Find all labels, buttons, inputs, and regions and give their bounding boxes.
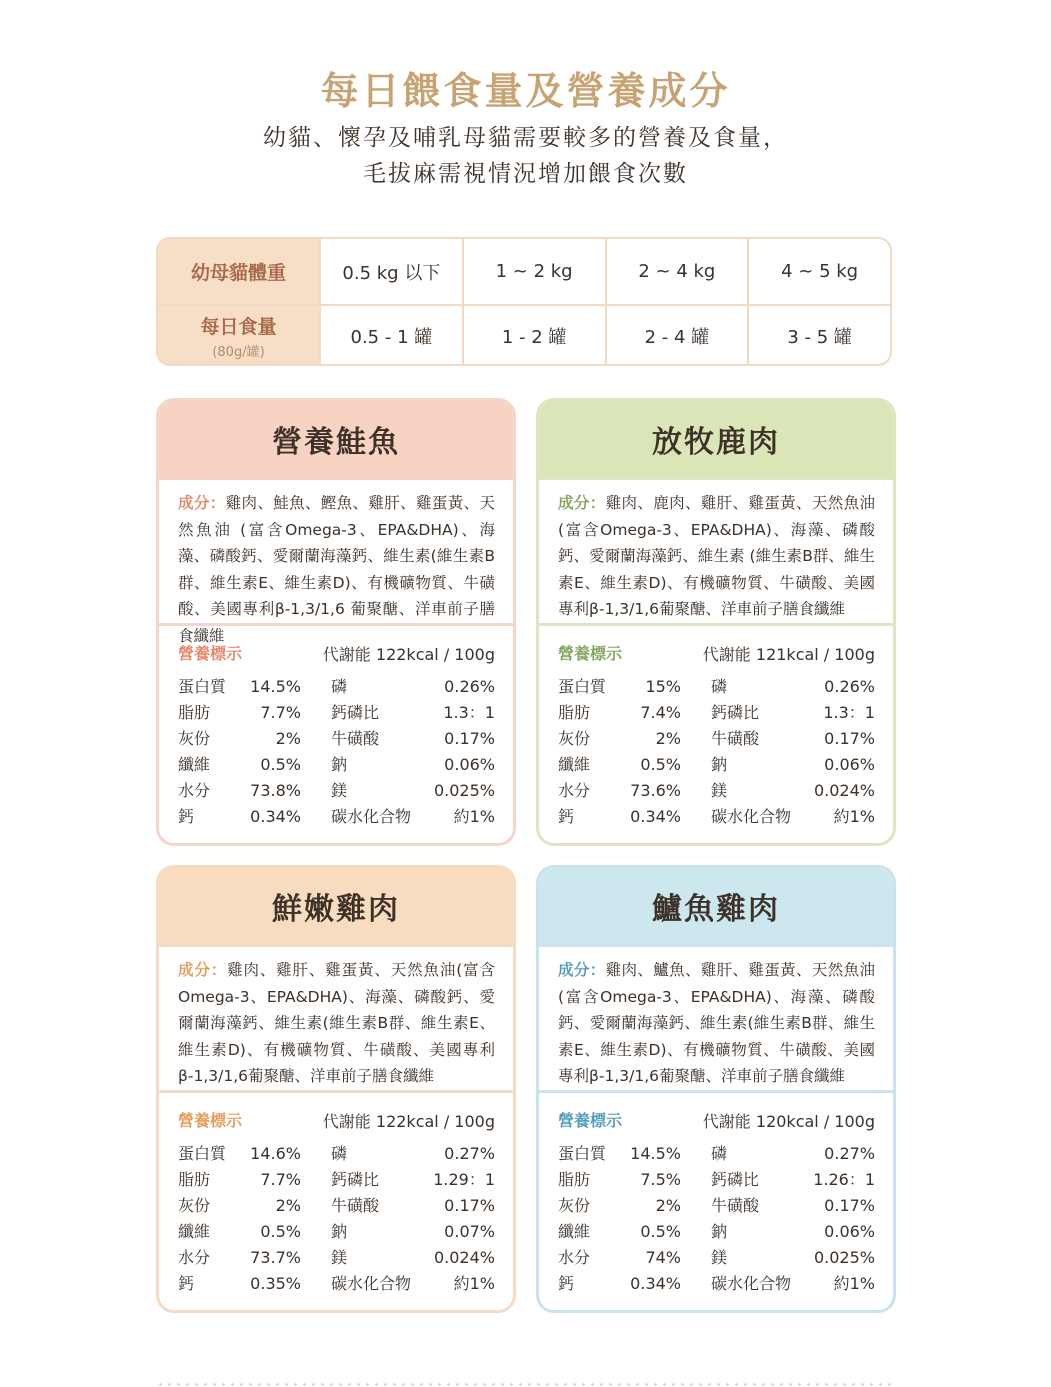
nutrient-name: 脂肪 — [558, 703, 591, 722]
nutrient-value: 約1% — [453, 1274, 495, 1293]
nutrient-name: 蛋白質 — [178, 677, 227, 696]
amount-cell: 0.5 - 1 罐 — [321, 306, 464, 366]
nutrient-value: 1.26：1 — [813, 1170, 875, 1189]
nutrient-name: 鈣磷比 — [711, 1170, 760, 1189]
nutrition-row — [558, 1245, 875, 1271]
nutrient-name: 蛋白質 — [558, 677, 607, 696]
nutrient-value: 0.06% — [444, 755, 495, 774]
amount-header — [158, 306, 321, 366]
nutrient-name: 鈉 — [331, 1222, 348, 1241]
feeding-amount-row — [158, 306, 890, 366]
nutrient-value: 0.025% — [813, 1248, 875, 1267]
energy-value: 代謝能 121kcal / 100g — [702, 645, 875, 664]
nutrient-value: 0.06% — [824, 755, 875, 774]
ingredients — [539, 947, 893, 1093]
nutrient-value: 0.26% — [824, 677, 875, 696]
nutrient-name: 磷 — [331, 677, 348, 696]
nutrient-value: 14.6% — [250, 1144, 301, 1163]
nutrient-name: 鈣 — [558, 1274, 575, 1293]
weight-header — [158, 239, 321, 304]
product-card-deer — [536, 398, 896, 846]
nutrition-row — [558, 1193, 875, 1219]
nutrient-value: 0.17% — [824, 1196, 875, 1215]
nutrient-value: 0.5% — [640, 755, 681, 774]
nutrient-name: 灰份 — [178, 729, 211, 748]
nutrition-row — [178, 778, 495, 804]
nutrient-value: 0.5% — [640, 1222, 681, 1241]
ingredients — [159, 947, 513, 1093]
nutrient-name: 水分 — [558, 781, 591, 800]
nutrient-name: 鈣 — [178, 807, 195, 826]
nutrient-value: 0.024% — [813, 781, 875, 800]
amount-cell: 3 - 5 罐 — [787, 327, 852, 348]
energy-value: 代謝能 122kcal / 100g — [322, 1112, 495, 1131]
nutrition-row — [178, 1271, 495, 1297]
nutrient-name: 磷 — [331, 1144, 348, 1163]
nutrient-name: 牛磺酸 — [711, 1196, 760, 1215]
nutrient-name: 纖維 — [558, 755, 591, 774]
card-title: 放牧鹿肉 — [539, 401, 893, 480]
ingredients-text: 雞肉、鹿肉、雞肝、雞蛋黃、天然魚油 (富含Omega-3、EPA&DHA)、海藻、磷酸鈣、愛爾蘭海藻鈣、維生素 (維生素B群、維生素E、維生素D)、有機礦物質、牛磺酸、美國專利β-1,3/1,6葡聚醣、洋車前子膳食纖維 — [558, 494, 875, 618]
nutrient-value: 2% — [655, 1196, 681, 1215]
nutrient-value: 14.5% — [630, 1144, 681, 1163]
feeding-table — [156, 237, 892, 366]
nutrient-name: 脂肪 — [178, 1170, 211, 1189]
product-card-perch — [536, 865, 896, 1313]
nutrient-value: 0.06% — [824, 1222, 875, 1241]
nutrient-name: 碳水化合物 — [331, 1274, 412, 1293]
nutrient-name: 鈣 — [558, 807, 575, 826]
nutrient-name: 鈉 — [711, 755, 728, 774]
nutrient-name: 鈉 — [711, 1222, 728, 1241]
ingredients-text: 雞肉、鮭魚、鰹魚、雞肝、雞蛋黃、天然魚油 (富含Omega-3、EPA&DHA)、海藻、磷酸鈣、愛爾蘭海藻鈣、維生素(維生素B群、維生素E、維生素D)、有機礦物質、牛磺酸、美國專利β-1,3/1,6 葡聚醣、洋車前子膳食纖維 — [178, 494, 495, 645]
card-title: 營養鮭魚 — [159, 401, 513, 480]
weight-header-label: 幼母貓體重 — [190, 262, 286, 284]
nutrient-name: 灰份 — [558, 1196, 591, 1215]
nutrition-row — [558, 804, 875, 830]
nutrient-name: 纖維 — [558, 1222, 591, 1241]
nutrient-value: 0.27% — [824, 1144, 875, 1163]
energy-value: 代謝能 122kcal / 100g — [322, 645, 495, 664]
nutrient-value: 0.5% — [260, 1222, 301, 1241]
nutrition-row — [178, 1193, 495, 1219]
nutrient-name: 水分 — [178, 781, 211, 800]
nutrient-value: 0.35% — [250, 1274, 301, 1293]
nutrient-value: 0.34% — [630, 1274, 681, 1293]
card-title: 鱸魚雞肉 — [539, 868, 893, 947]
nutrient-value: 0.024% — [433, 1248, 495, 1267]
nutrient-value: 0.5% — [260, 755, 301, 774]
card-title: 鮮嫩雞肉 — [159, 868, 513, 947]
weight-cell: 2 ~ 4 kg — [607, 239, 750, 304]
nutrient-name: 鎂 — [711, 1248, 728, 1267]
ingredients — [159, 480, 513, 645]
nutrient-value: 7.7% — [260, 703, 301, 722]
nutrient-name: 碳水化合物 — [711, 1274, 792, 1293]
nutrition-header — [178, 1093, 495, 1141]
nutrient-name: 牛磺酸 — [331, 729, 380, 748]
nutrition-facts — [539, 1093, 893, 1297]
energy-value: 代謝能 120kcal / 100g — [702, 1112, 875, 1131]
amount-cell: 2 - 4 罐 — [607, 306, 750, 366]
nutrition-header — [558, 1093, 875, 1141]
nutrition-label: 營養標示 — [558, 644, 623, 663]
nutrient-value: 1.29：1 — [433, 1170, 495, 1189]
nutrition-header — [558, 626, 875, 674]
nutrient-value: 15% — [645, 677, 681, 696]
ingredients-text: 雞肉、雞肝、雞蛋黃、天然魚油(富含Omega-3、EPA&DHA)、海藻、磷酸鈣、愛爾蘭海藻鈣、維生素(維生素B群、維生素E、維生素D)、有機礦物質、牛磺酸、美國專利β-1,3/1,6葡聚醣、洋車前子膳食纖維 — [178, 961, 495, 1085]
nutrient-name: 鎂 — [331, 1248, 348, 1267]
nutrition-facts — [159, 1093, 513, 1297]
nutrition-row — [178, 700, 495, 726]
nutrition-row — [558, 1271, 875, 1297]
nutrition-row — [558, 674, 875, 700]
nutrient-name: 碳水化合物 — [331, 807, 412, 826]
nutrient-name: 水分 — [558, 1248, 591, 1267]
subtitle-line: 毛拔麻需視情況增加餵食次數 — [363, 161, 688, 187]
ingredients-label: 成分： — [558, 961, 606, 979]
nutrient-value: 1.3：1 — [443, 703, 495, 722]
amount-header-label: 每日食量 — [200, 316, 277, 338]
nutrient-value: 7.4% — [640, 703, 681, 722]
nutrient-value: 2% — [655, 729, 681, 748]
page-subtitle — [0, 120, 1051, 192]
nutrient-name: 磷 — [711, 677, 728, 696]
nutrient-name: 鈣磷比 — [331, 1170, 380, 1189]
nutrition-label: 營養標示 — [178, 644, 243, 663]
nutrient-value: 0.26% — [444, 677, 495, 696]
nutrition-row — [558, 1219, 875, 1245]
nutrient-name: 灰份 — [558, 729, 591, 748]
nutrient-name: 水分 — [178, 1248, 211, 1267]
nutrient-value: 0.17% — [444, 729, 495, 748]
nutrient-value: 73.7% — [250, 1248, 301, 1267]
nutrient-name: 蛋白質 — [178, 1144, 227, 1163]
nutrient-value: 約1% — [833, 1274, 875, 1293]
nutrient-value: 0.17% — [824, 729, 875, 748]
amount-header-note: (80g/罐) — [212, 345, 265, 360]
nutrient-name: 纖維 — [178, 1222, 211, 1241]
nutrition-facts — [159, 626, 513, 830]
dotted-divider — [156, 1383, 896, 1386]
nutrient-name: 牛磺酸 — [711, 729, 760, 748]
nutrient-name: 鎂 — [711, 781, 728, 800]
nutrition-row — [178, 1219, 495, 1245]
page-title: 每日餵食量及營養成分 — [320, 69, 731, 113]
subtitle-line: 幼貓、懷孕及哺乳母貓需要較多的營養及食量， — [263, 125, 788, 151]
nutrient-name: 磷 — [711, 1144, 728, 1163]
product-card-chicken — [156, 865, 516, 1313]
nutrition-row — [178, 752, 495, 778]
ingredients-label: 成分： — [178, 961, 228, 979]
ingredients — [539, 480, 893, 626]
nutrient-value: 1.3：1 — [823, 703, 875, 722]
nutrient-value: 0.34% — [630, 807, 681, 826]
nutrient-name: 灰份 — [178, 1196, 211, 1215]
nutrient-value: 0.07% — [444, 1222, 495, 1241]
nutrient-name: 蛋白質 — [558, 1144, 607, 1163]
nutrient-name: 脂肪 — [558, 1170, 591, 1189]
nutrient-value: 14.5% — [250, 677, 301, 696]
nutrient-name: 纖維 — [178, 755, 211, 774]
nutrition-row — [558, 700, 875, 726]
nutrition-facts — [539, 626, 893, 830]
nutrient-value: 73.8% — [250, 781, 301, 800]
nutrition-header — [178, 626, 495, 674]
nutrition-row — [178, 1167, 495, 1193]
nutrient-name: 碳水化合物 — [711, 807, 792, 826]
nutrient-name: 鈣磷比 — [331, 703, 380, 722]
nutrition-row — [558, 778, 875, 804]
nutrition-row — [178, 1245, 495, 1271]
nutrient-value: 74% — [645, 1248, 681, 1267]
nutrition-row — [558, 752, 875, 778]
nutrient-value: 約1% — [453, 807, 495, 826]
nutrient-value: 73.6% — [630, 781, 681, 800]
nutrient-value: 7.7% — [260, 1170, 301, 1189]
nutrient-value: 約1% — [833, 807, 875, 826]
nutrition-row — [558, 726, 875, 752]
nutrient-name: 牛磺酸 — [331, 1196, 380, 1215]
nutrition-row — [178, 674, 495, 700]
nutrition-row — [178, 1141, 495, 1167]
nutrition-row — [178, 804, 495, 830]
nutrient-name: 鈉 — [331, 755, 348, 774]
nutrient-value: 0.17% — [444, 1196, 495, 1215]
nutrition-row — [558, 1167, 875, 1193]
ingredients-text: 雞肉、鱸魚、雞肝、雞蛋黃、天然魚油 (富含Omega-3、EPA&DHA)、海藻、磷酸鈣、愛爾蘭海藻鈣、維生素(維生素B群、維生素E、維生素D)、有機礦物質、牛磺酸、美國專利β-1,3/1,6葡聚醣、洋車前子膳食纖維 — [558, 961, 875, 1085]
nutrition-row — [558, 1141, 875, 1167]
nutrient-name: 鎂 — [331, 781, 348, 800]
weight-cell: 1 ~ 2 kg — [464, 239, 607, 304]
nutrient-name: 脂肪 — [178, 703, 211, 722]
nutrition-row — [178, 726, 495, 752]
feeding-weight-row — [158, 239, 890, 306]
product-card-salmon — [156, 398, 516, 846]
ingredients-label: 成分： — [178, 494, 226, 512]
nutrient-name: 鈣磷比 — [711, 703, 760, 722]
nutrition-label: 營養標示 — [178, 1111, 243, 1130]
nutrition-label: 營養標示 — [558, 1111, 623, 1130]
nutrient-value: 2% — [275, 729, 301, 748]
nutrient-value: 2% — [275, 1196, 301, 1215]
nutrient-value: 0.27% — [444, 1144, 495, 1163]
weight-cell: 0.5 kg 以下 — [321, 239, 464, 304]
amount-cell: 1 - 2 罐 — [464, 306, 607, 366]
ingredients-label: 成分： — [558, 494, 606, 512]
nutrient-value: 7.5% — [640, 1170, 681, 1189]
nutrient-value: 0.025% — [433, 781, 495, 800]
nutrient-name: 鈣 — [178, 1274, 195, 1293]
weight-cell: 4 ~ 5 kg — [781, 261, 859, 282]
nutrient-value: 0.34% — [250, 807, 301, 826]
